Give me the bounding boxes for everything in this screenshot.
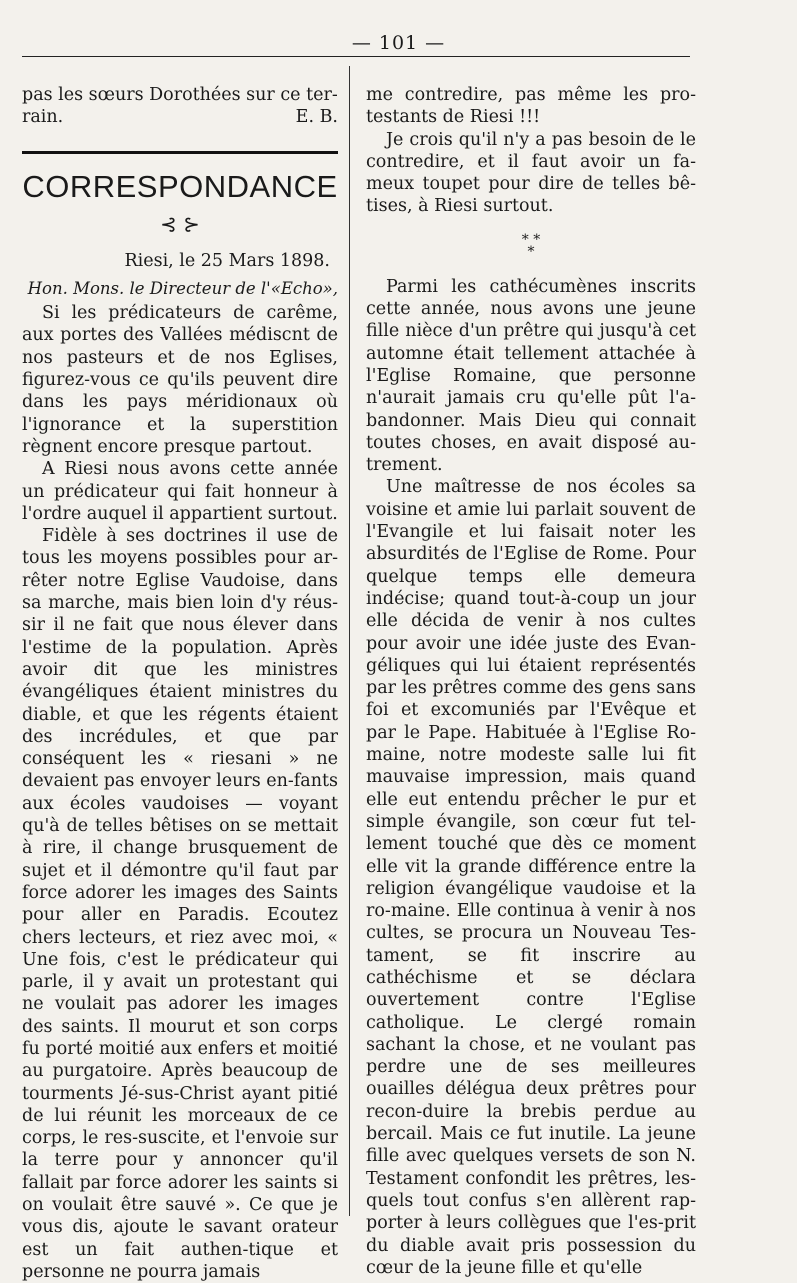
intro-line: pas les sœurs Dorothées sur ce ter- [22, 85, 338, 105]
intro-signature: E. B. [295, 107, 338, 128]
section-title: CORRESPONDANCE [22, 168, 338, 204]
page-number: — 101 — [351, 32, 446, 54]
paragraph: Je crois qu'il n'y a pas besoin de le contredire, et il faut avoir un fa-meux toupet pour dire de telles bê-tises, à Riesi surtout. [366, 129, 696, 217]
asterism-bottom: * [527, 243, 535, 260]
right-column [366, 84, 696, 1279]
dateline: Riesi, le 25 Mars 1898. [124, 250, 330, 271]
top-rule [22, 56, 690, 57]
paragraph: Une maîtresse de nos écoles sa voisine et amie lui parlait souvent de l'Evangile et lui faisait noter les absurdités de l'Eglise de Rome. Pour quelque temps elle demeura indécise; quand tout-à-coup un jour elle décida de venir à nos cultes pour avoir une idée juste des Evan-géliques qui lui étaient représentés par les prêtres comme des gens sans foi et excomuniés par l'Evêque et par le Pape. Habituée à l'Eglise Ro-maine, notre modeste salle lui fit mauvaise impression, mais quand elle eut entendu prêcher le pur et simple évangile, son cœur fut tel-lement touché que dès ce moment elle vit la grande différence entre la religion évangélique vaudoise et la ro-maine. Elle continua à venir à nos cultes, se procura un Nouveau Tes-tament, se fit inscrire au cathéchisme et se déclara ouvertement contre l'Eglise catholique. Le clergé romain sachant la chose, et ne voulant pas perdre une de ses meilleures ouailles déléguа deux prêtres pour recon-duire la brebis perdue au bercail. Mais ce fut inutile. La jeune fille avec quelques versets de son N. Testament confondit les prêtres, les-quels tout confus s'en allèrent rap-porter à leurs collègues que l'es-prit du diable avait pris possession du cœur de la jeune fille et qu'elle [366, 477, 696, 1278]
asterism [366, 231, 696, 260]
paragraph-continued: me contredire, pas même les pro-testants de Riesi !!! [366, 85, 696, 128]
paragraph: Si les prédicateurs de carême, aux portes des Vallées médiscnt de nos pasteurs et de nos Eglises, figurez-vous ce qu'ils peuvent dire dans les pays méridionaux où l'ignorance et la superstition règnent encore presque partout. [22, 303, 338, 457]
intro-end-text: rain. [22, 107, 64, 128]
intro-signature-line [22, 106, 338, 128]
paragraph: Fidèle à ses doctrines il use de tous les moyens possibles pour ar-rêter notre Eglise Vaudoise, dans sa marche, mais bien loin d'y réus-sir il ne fait que nous élever dans l'estime de la population. Après avoir dit que les ministres évangéliques étaient ministres du diable, et que les régents étaient des incrédules, et que par conséquent les « riesani » ne devaient pas envoyer leurs en-fants aux écoles vaudoises — voyant qu'à de telles bêtises on se mettait à rire, il change brusquement de sujet et il démontre qu'il faut par force adorer les images des Saints pour aller en Paradis. Ecoutez chers lecteurs, et riez avec moi, « Une fois, c'est le prédicateur qui parle, il y avait un protestant qui ne voulait pas adorer les images des saints. Il mourut et son corps fu porté moitié aux enfers et moitié au purgatoire. Après beaucoup de tourments Jé-sus-Christ ayant pitié de lui réunit les morceaux de ce corps, le res-suscite, et l'envoie sur la terre pour y annoncer qu'il fallait par force adorer les saints si on voulait être sauvé ». Ce que je vous dis, ajoute le savant orateur est un fait authen-tique et personne ne pourra jamais [22, 526, 338, 1282]
salutation: Hon. Mons. le Directeur de l'«Echo», [27, 278, 338, 298]
paragraph: A Riesi nous avons cette année un prédicateur qui fait honneur à l'ordre auquel il appartient surtout. [22, 459, 338, 524]
paragraph: Parmi les cathécumènes inscrits cette année, nous avons une jeune fille nièce d'un prêtre qui jusqu'à cet automne était tellement attachée à l'Eglise Romaine, que personne n'aurait jamais cru qu'elle pût l'a-bandonner. Mais Dieu qui connait toutes choses, en avait disposé au-trement. [366, 276, 696, 476]
column-divider [349, 66, 350, 1216]
section-rule [22, 151, 338, 154]
ornament-flourish: ⊰ ⊱ [160, 211, 200, 236]
left-column [22, 84, 338, 1283]
asterism-top: * * [521, 231, 541, 248]
